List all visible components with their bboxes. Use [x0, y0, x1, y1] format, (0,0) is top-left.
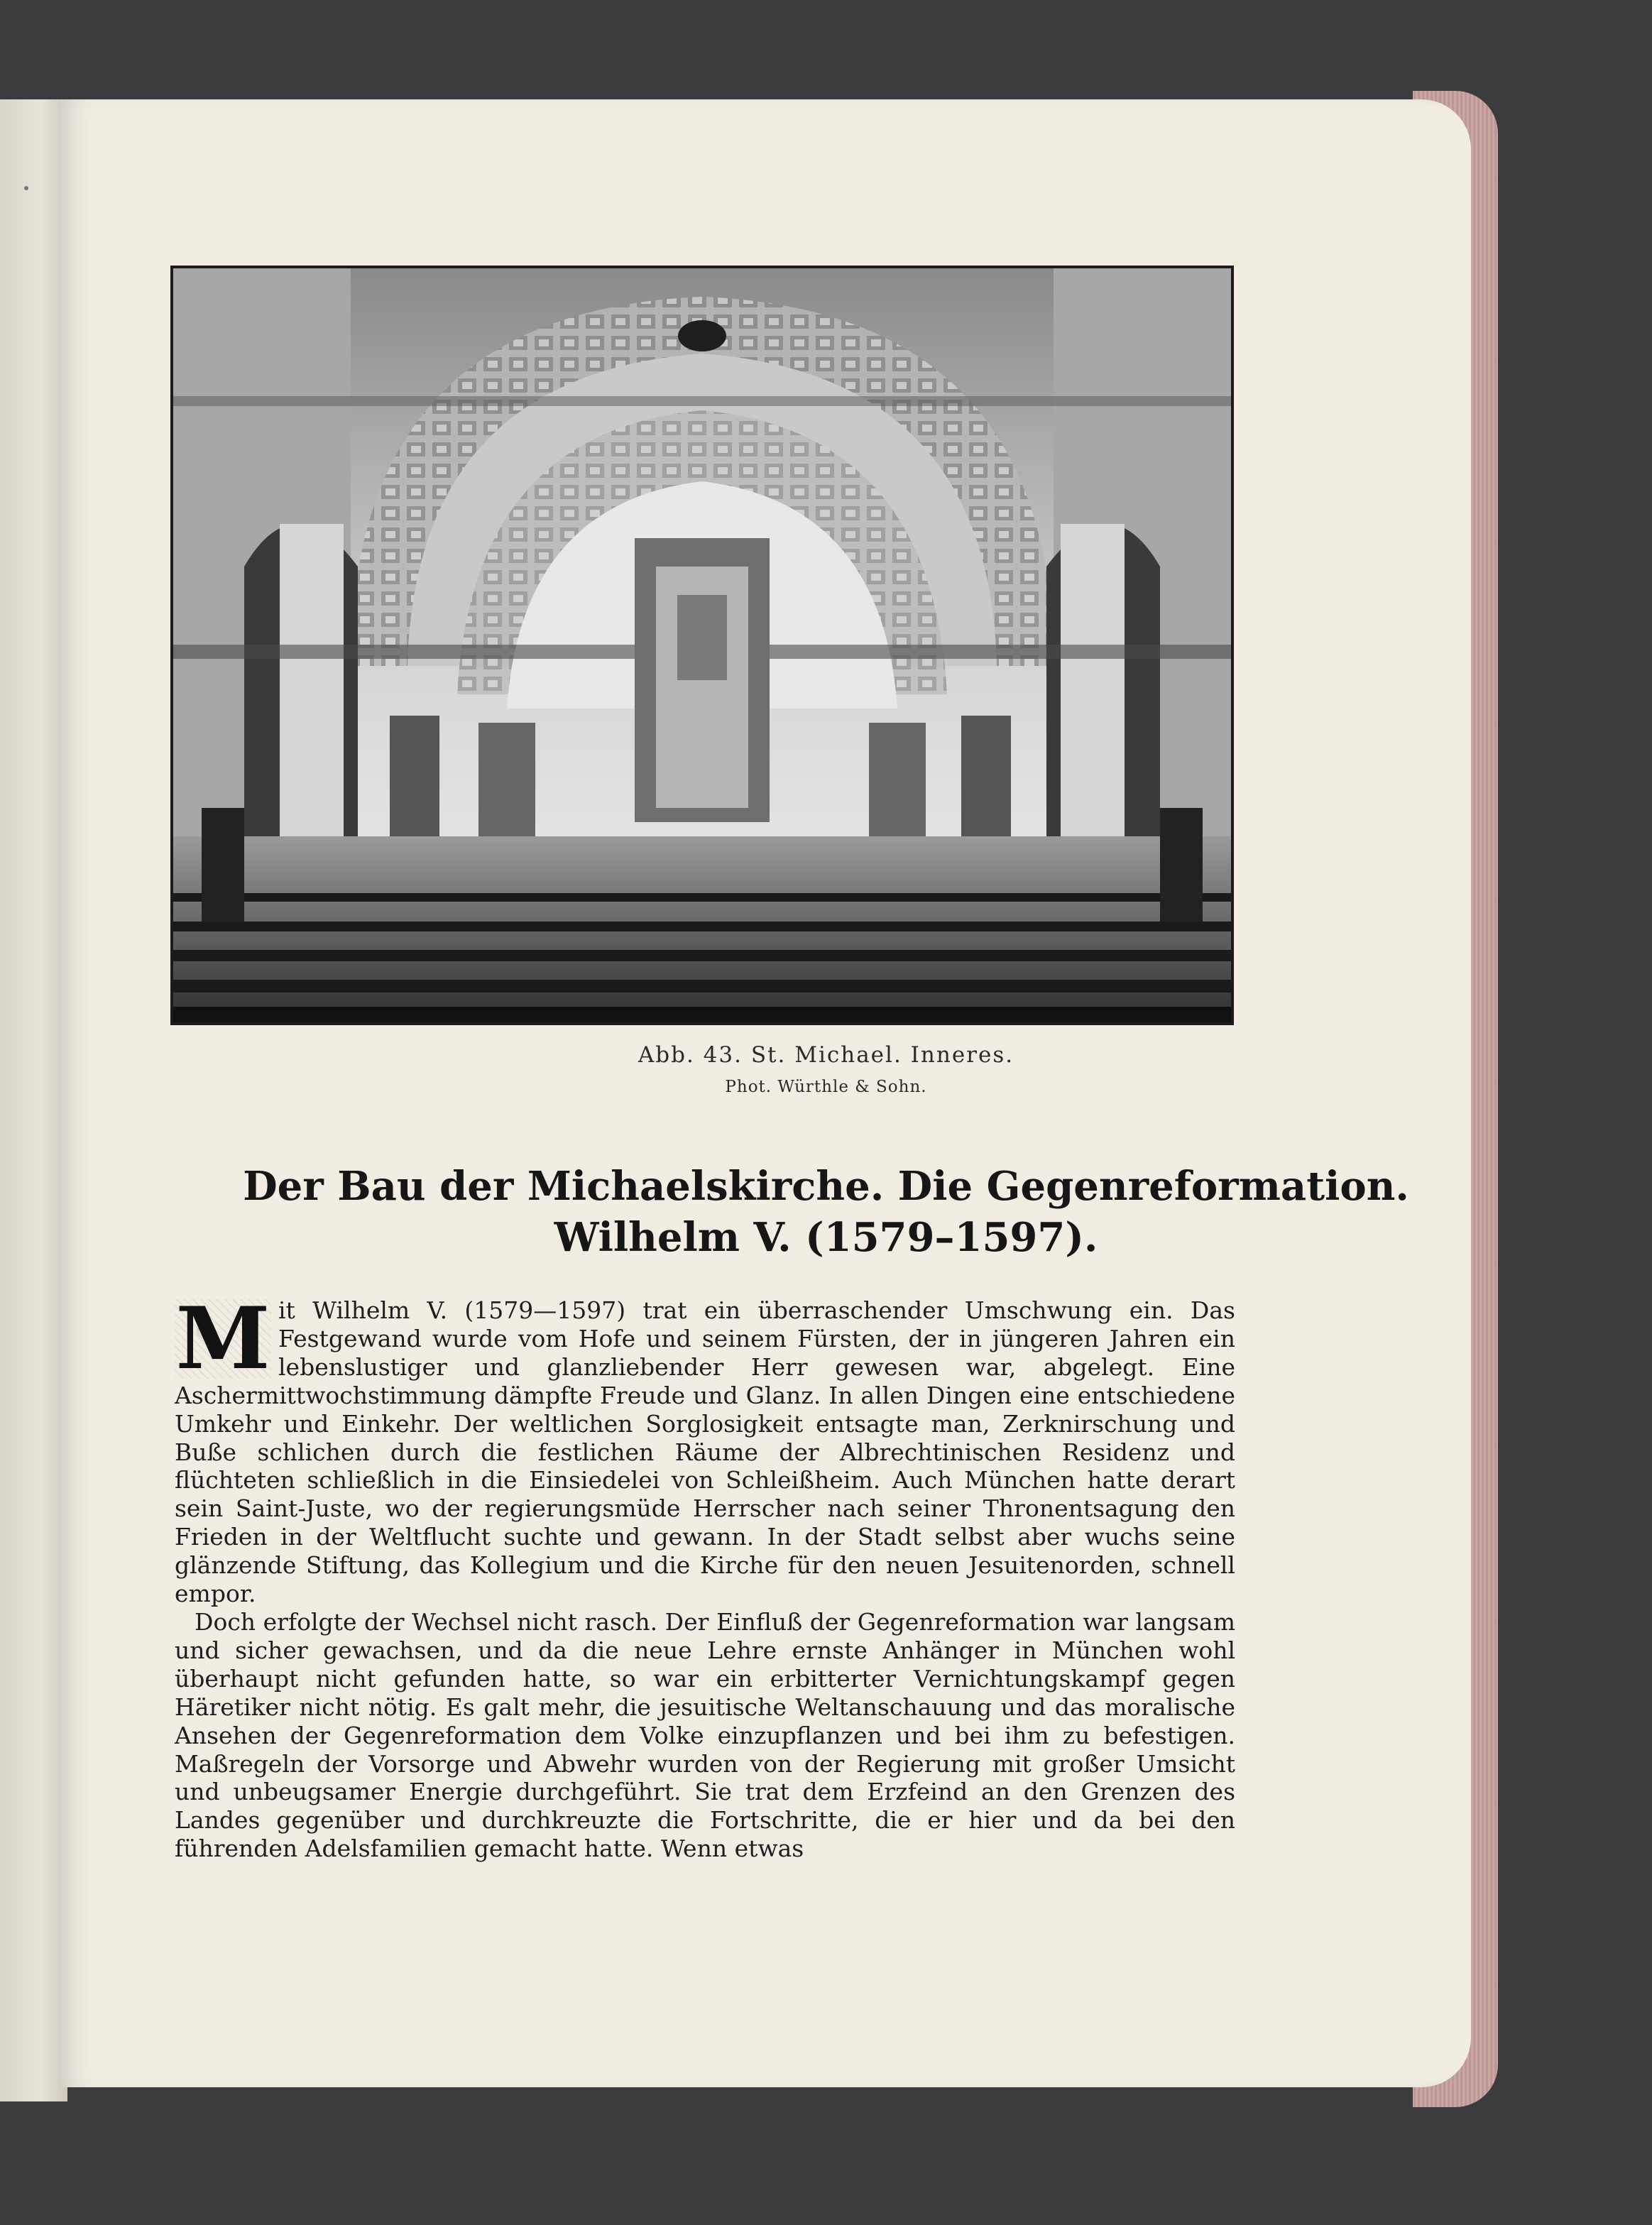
- figure-caption: Abb. 43. St. Michael. Inneres.: [638, 1042, 1014, 1068]
- section-heading-line2: Wilhelm V. (1579–1597).: [554, 1214, 1098, 1261]
- decorative-initial: M: [175, 1289, 270, 1389]
- section-heading-line1: Der Bau der Michaelskirche. Die Gegenreformation.: [243, 1163, 1409, 1210]
- page-mark: [24, 186, 28, 190]
- paragraph-1-text: it Wilhelm V. (1579—1597) trat ein überraschender Umschwung ein. Das Festgewand wurde vom Hofe und seinem Fürsten, der in jüngeren Jahren ein lebenslustiger und glanzliebender Herr gewesen war, abgelegt. Eine Aschermittwochstimmung dämpfte Freude und Glanz. In allen Dingen eine entschiedene Umkehr und Einkehr. Der weltlichen Sorglosigkeit entsagte man, Zerknirschung und Buße schlichen durch die festlichen Räume der Albrechtinischen Residenz und flüchteten schließlich in die Einsiedelei von Schleißheim. Auch München hatte derart sein Saint-Juste, wo der regierungsmüde Herrscher nach seiner Thronentsagung den Frieden in der Weltflucht suchte und gewann. In der Stadt selbst aber wuchs seine glänzende Stiftung, das Kollegium und die Kirche für den neuen Jesuitenorden, schnell empor.: [175, 1296, 1235, 1608]
- paragraph-2: Doch erfolgte der Wechsel nicht rasch. Der Einfluß der Gegenreformation war langsam und sicher gewachsen, und da die neue Lehre ernste Anhänger in München wohl überhaupt nicht gefunden hatte, so war ein erbitterter Vernichtungskampf gegen Häretiker nicht nötig. Es galt mehr, die jesuitische Weltanschauung und das moralische Ansehen der Gegenreformation dem Volke einzupflanzen und bei ihm zu befestigen. Maßregeln der Vorsorge und Abwehr wurden von der Regierung mit großer Umsicht und unbeugsamer Energie durchgeführt. Sie trat dem Erzfeind an den Grenzen des Landes gegenüber und durchkreuzte die Fortschritte, die er hier und da bei den führenden Adelsfamilien gemacht hatte. Wenn etwas: [175, 1607, 1235, 1863]
- church-interior-photo: [170, 266, 1234, 1025]
- paragraph-1: [175, 1289, 1235, 1608]
- left-page-edge: [0, 99, 67, 2101]
- photo-credit: Phot. Würthle & Sohn.: [725, 1078, 927, 1096]
- article-body: [175, 1289, 1235, 1863]
